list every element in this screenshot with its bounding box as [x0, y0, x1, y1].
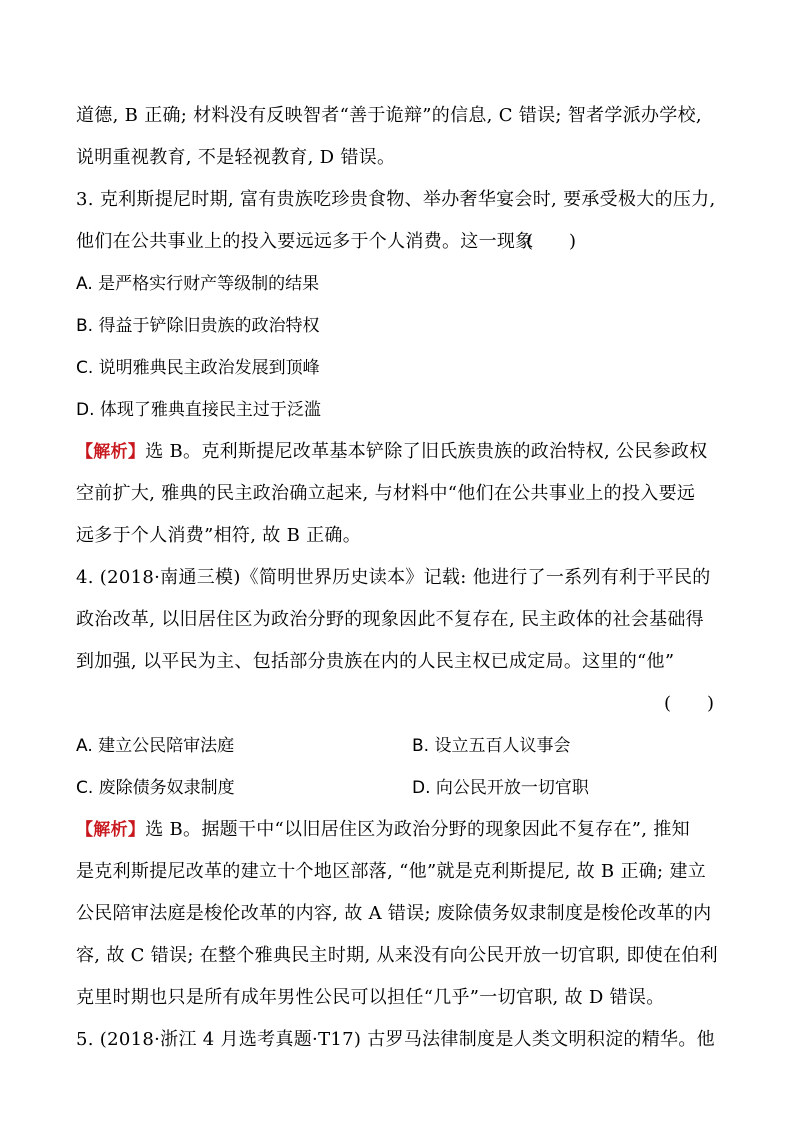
- question-3-option-c: C. 说明雅典民主政治发展到顶峰: [76, 358, 320, 378]
- question-4-analysis: [76, 818, 726, 842]
- question-3-stem: 他们在公共事业上的投入要远远多于个人消费。这一现象: [76, 231, 534, 252]
- answer-bracket: ( ): [664, 693, 715, 714]
- question-4-stem: 到加强, 以平民为主、包括部分贵族在内的人民主权已成定局。这里的“他”: [76, 651, 675, 672]
- answer-bracket: ( ): [526, 231, 577, 252]
- question-4-stem: 4. (2018·南通三模)《简明世界历史读本》记载: 他进行了一系列有利于平民的: [76, 567, 711, 588]
- question-4-option-c: C. 废除债务奴隶制度: [76, 778, 235, 798]
- analysis-text-line: 容, 故 C 错误; 在整个雅典民主时期, 从来没有向公民开放一切官职, 即使在伯利: [76, 945, 718, 966]
- analysis-label: 【解析】: [76, 442, 146, 462]
- question-4-stem: 政治改革, 以旧居住区为政治分野的现象因此不复存在, 民主政体的社会基础得: [76, 609, 704, 630]
- analysis-text: 选 B。据题干中“以旧居住区为政治分野的现象因此不复存在”, 推知: [145, 819, 690, 840]
- question-3-option-b: B. 得益于铲除旧贵族的政治特权: [76, 316, 320, 336]
- question-5-stem: 5. (2018·浙江 4 月选考真题·T17) 古罗马法律制度是人类文明积淀的精华。他: [76, 1029, 715, 1050]
- question-4-option-a: A. 建立公民陪审法庭: [76, 736, 235, 756]
- question-4-option-d: D. 向公民开放一切官职: [412, 778, 589, 798]
- question-3-option-d: D. 体现了雅典直接民主过于泛滥: [76, 400, 321, 420]
- analysis-text-line: 空前扩大, 雅典的民主政治确立起来, 与材料中“他们在公共事业上的投入要远: [76, 483, 696, 504]
- analysis-text: 选 B。克利斯提尼改革基本铲除了旧氏族贵族的政治特权, 公民参政权: [145, 441, 708, 462]
- question-3-analysis: [76, 440, 726, 464]
- analysis-text-line: 道德, B 正确; 材料没有反映智者“善于诡辩”的信息, C 错误; 智者学派办学校,: [76, 105, 702, 126]
- analysis-label: 【解析】: [76, 820, 146, 840]
- question-4-option-b: B. 设立五百人议事会: [412, 736, 571, 756]
- analysis-text-line: 说明重视教育, 不是轻视教育, D 错误。: [76, 147, 396, 168]
- question-3-stem: 3. 克利斯提尼时期, 富有贵族吃珍贵食物、举办奢华宴会时, 要承受极大的压力,: [76, 189, 716, 210]
- analysis-text-line: 克里时期也只是所有成年男性公民可以担任“几乎”一切官职, 故 D 错误。: [76, 987, 665, 1008]
- question-3-option-a: A. 是严格实行财产等级制的结果: [76, 274, 320, 294]
- analysis-text-line: 是克利斯提尼改革的建立十个地区部落, “他”就是克利斯提尼, 故 B 正确; 建立: [76, 861, 707, 882]
- analysis-text-line: 远多于个人消费”相符, 故 B 正确。: [76, 525, 362, 546]
- analysis-text-line: 公民陪审法庭是梭伦改革的内容, 故 A 错误; 废除债务奴隶制度是梭伦改革的内: [76, 903, 712, 924]
